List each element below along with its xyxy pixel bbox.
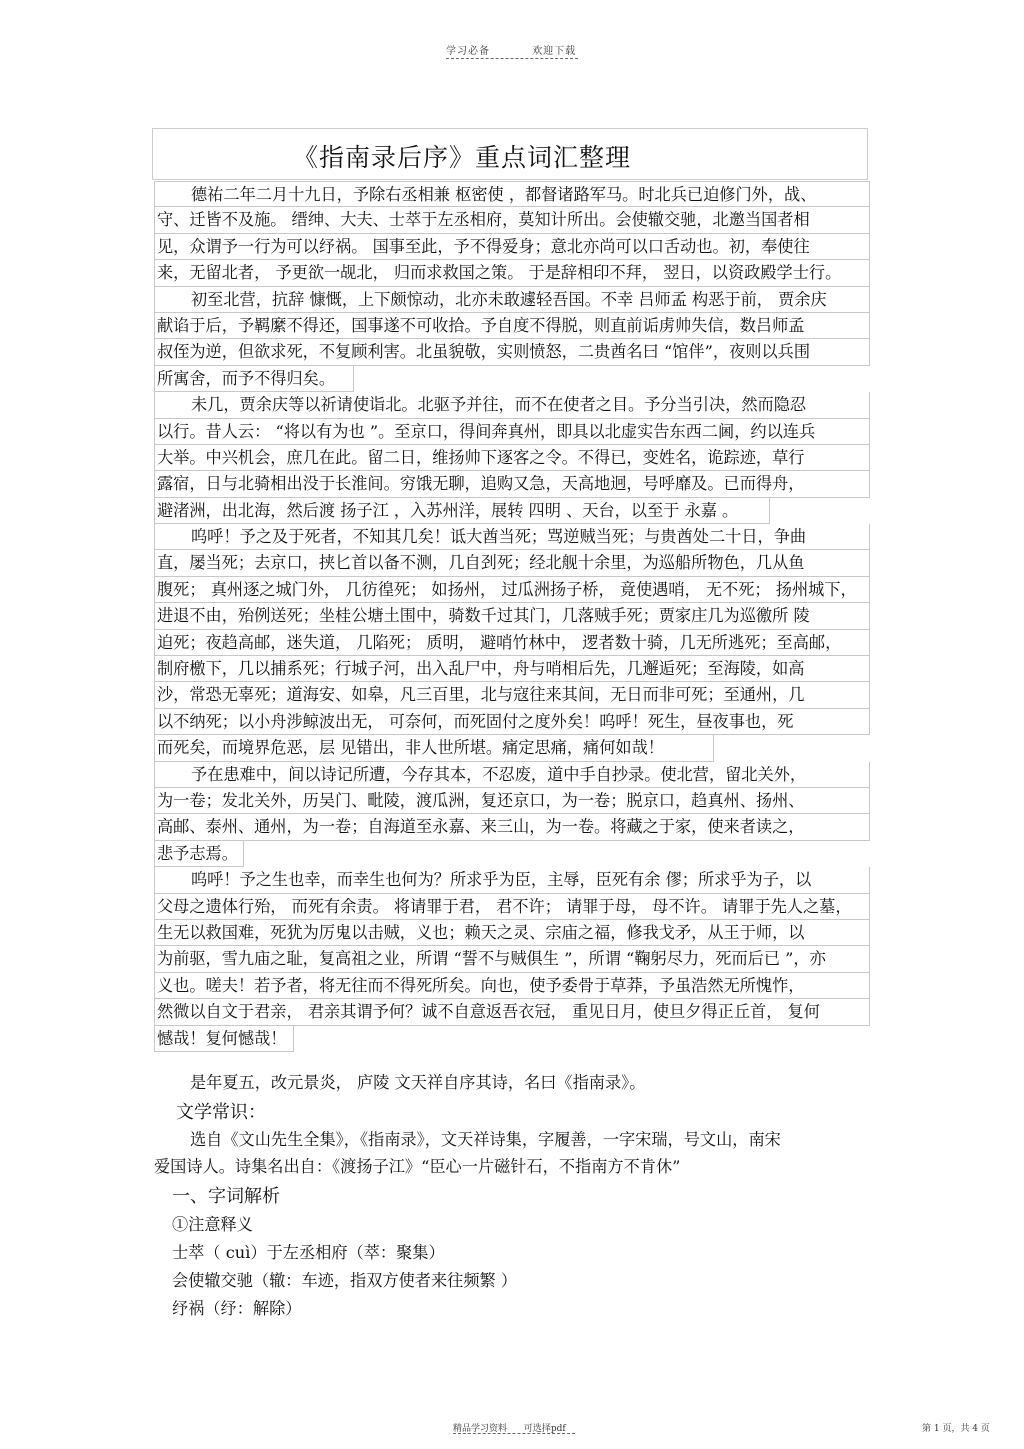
footer-right: 可选择pdf [523,1424,566,1434]
text-line: 沙，常恐无辜死；道海安、如皋，凡三百里，北与寇往来其间，无日而非可死；至通州，几 [154,682,870,708]
text-line: 露宿，日与北骑相出没于长淮间。穷饿无聊，追购又急，天高地迥，号呼靡及。已而得舟， [154,471,870,497]
text-line: 父母之遗体行殆， 而死有余责。 将请罪于君， 君不许； 请罪于母， 母不许。 请罪于先人之墓， [154,894,870,920]
sub-heading: ①注意释义 [172,1215,253,1234]
page-number: 第 1 页，共 4 页 [922,1424,990,1434]
text-line: 初至北营，抗辞 慷慨，上下颇惊动，北亦未敢遽轻吾国。不幸 吕师孟 构恶于前， 贾余庆 [154,287,870,313]
text-line: 避渚洲，出北海，然后渡 扬子江 ，入苏州洋，展转 四明 、天台，以至于 永嘉 。 [154,498,770,524]
text-line: 为前驱，雪九庙之耻，复高祖之业，所谓 “誓不与贼俱生 ”，所谓 “鞠躬尽力，死而后已 ”，亦 [154,946,870,972]
text-line: 未几，贾余庆等以祈请使诣北。北驱予并往，而不在使者之目。予分当引决，然而隐忍 [154,392,870,418]
text-line: 来，无留北者， 予更欲一觇北， 归而求救国之策。 于是辞相印不拜， 翌日，以资政殿学士行。 [154,260,870,286]
text-line: 守、迁皆不及施。 缙绅、大夫、士萃于左丞相府，莫知计所出。会使辙交驰，北邀当国者相 [154,207,870,233]
text-line: 以不纳死；以小舟涉鲸波出无， 可奈何，而死固付之度外矣！呜呼！死生，昼夜事也，死 [154,709,870,735]
text-line: 叔侄为逆，但欲求死，不复顾利害。北虽貌敬，实则愤怒，二贵酋名曰 “馆伴”，夜则以兵围 [154,339,870,365]
text-line: 憾哉！复何憾哉！ [154,1026,294,1052]
text-line: 为一卷；发北关外，历吴门、毗陵，渡瓜洲，复还京口，为一卷；脱京口，趋真州、扬州、 [154,788,870,814]
text-line: 献谄于后，予羁縻不得还，国事遂不可收拾。予自度不得脱，则直前诟虏帅失信，数吕师孟 [154,313,870,339]
note-item: 纾祸（纾：解除） [172,1299,302,1318]
wenxue-line: 爱国诗人。诗集名出自：《渡扬子江》“臣心一片磁针石，不指南方不肯休” [154,1157,681,1176]
text-line: 迫死；夜趋高邮，迷失道， 几陷死； 质明， 避哨竹林中， 逻者数十骑，几无所逃死；至高邮， [154,630,870,656]
document-title: 《指南录后序》重点词汇整理 [292,143,631,172]
text-line: 而死矣，而境界危恶，层 见错出，非人世所堪。痛定思痛，痛何如哉！ [154,735,714,761]
text-line: 德祐二年二月十九日，予除右丞相兼 枢密使 ，都督诸路军马。时北兵已迫修门外，战、 [154,181,870,207]
text-line: 然微以自文于君亲， 君亲其谓予何？诚不自意返吾衣冠， 重见日月，使旦夕得正丘首， 复何 [154,999,870,1025]
text-line: 义也。嗟夫！若予者，将无往而不得死所矣。向也，使予委骨于草莽，予虽浩然无所愧怍， [154,973,870,999]
page-header [446,42,576,57]
text-line: 以行。昔人云： “将以有为也 ”。至京口，得间奔真州，即具以北虚实告东西二阃，约以连兵 [154,419,870,445]
text-line: 悲予志焉。 [154,841,244,867]
text-line: 生无以救国难，死犹为厉鬼以击贼，义也；赖天之灵、宗庙之福，修我戈矛，从王于师，以 [154,920,870,946]
text-line: 腹死； 真州逐之城门外， 几彷徨死； 如扬州， 过瓜洲扬子桥， 竟使遇哨， 无不死； 扬州城下， [154,577,870,603]
header-rule [446,58,578,59]
text-line: 直，屡当死；去京口，挟匕首以备不测，几自刭死；经北舰十余里，为巡船所物色，几从鱼 [154,550,870,576]
header-left: 学习必备 [446,46,490,57]
footer-rule [453,1433,575,1434]
text-line: 呜呼！予之及于死者，不知其几矣！诋大酋当死；骂逆贼当死；与贵酋处二十日，争曲 [154,524,870,550]
postscript: 是年夏五，改元景炎， 庐陵 文天祥自序其诗，名曰《指南录》。 [190,1073,646,1092]
text-line: 所寓舍，而予不得归矣。 [154,366,354,392]
note-item: 士萃（ cuì）于左丞相府（萃：聚集） [172,1243,445,1262]
note-item: 会使辙交驰（辙：车迹，指双方使者来往频繁 ） [172,1271,518,1290]
footer-left: 精品学习资料 [453,1424,508,1434]
text-line: 大举。中兴机会，庶几在此。留二日，维扬帅下逐客之令。不得已，变姓名，诡踪迹，草行 [154,445,870,471]
main-text [154,181,870,1052]
text-line: 予在患难中，间以诗记所遭，今存其本，不忍废，道中手自抄录。使北营，留北关外， [154,762,870,788]
wenxue-heading: 文学常识： [176,1102,266,1123]
section-heading: 一、字词解析 [172,1186,280,1207]
text-line: 高邮、泰州、通州，为一卷；自海道至永嘉、来三山，为一卷。将藏之于家，使来者读之， [154,814,870,840]
text-line: 进退不由，殆例送死；坐桂公塘土围中，骑数千过其门，几落贼手死；贾家庄几为巡徼所 陵 [154,603,870,629]
header-right: 欢迎下载 [532,46,577,57]
text-line: 制府檄下，几以捕系死；行城子河，出入乱尸中，舟与哨相后先，几邂逅死；至海陵，如高 [154,656,870,682]
wenxue-line: 选自《文山先生全集》，《指南录》，文天祥诗集，字履善，一字宋瑞，号文山，南宋 [190,1130,781,1149]
text-line: 见，众谓予一行为可以纾祸。 国事至此，予不得爱身；意北亦尚可以口舌动也。初，奉使往 [154,234,870,260]
text-line: 呜呼！予之生也幸，而幸生也何为？所求乎为臣，主辱，臣死有余 僇；所求乎为子，以 [154,867,870,893]
